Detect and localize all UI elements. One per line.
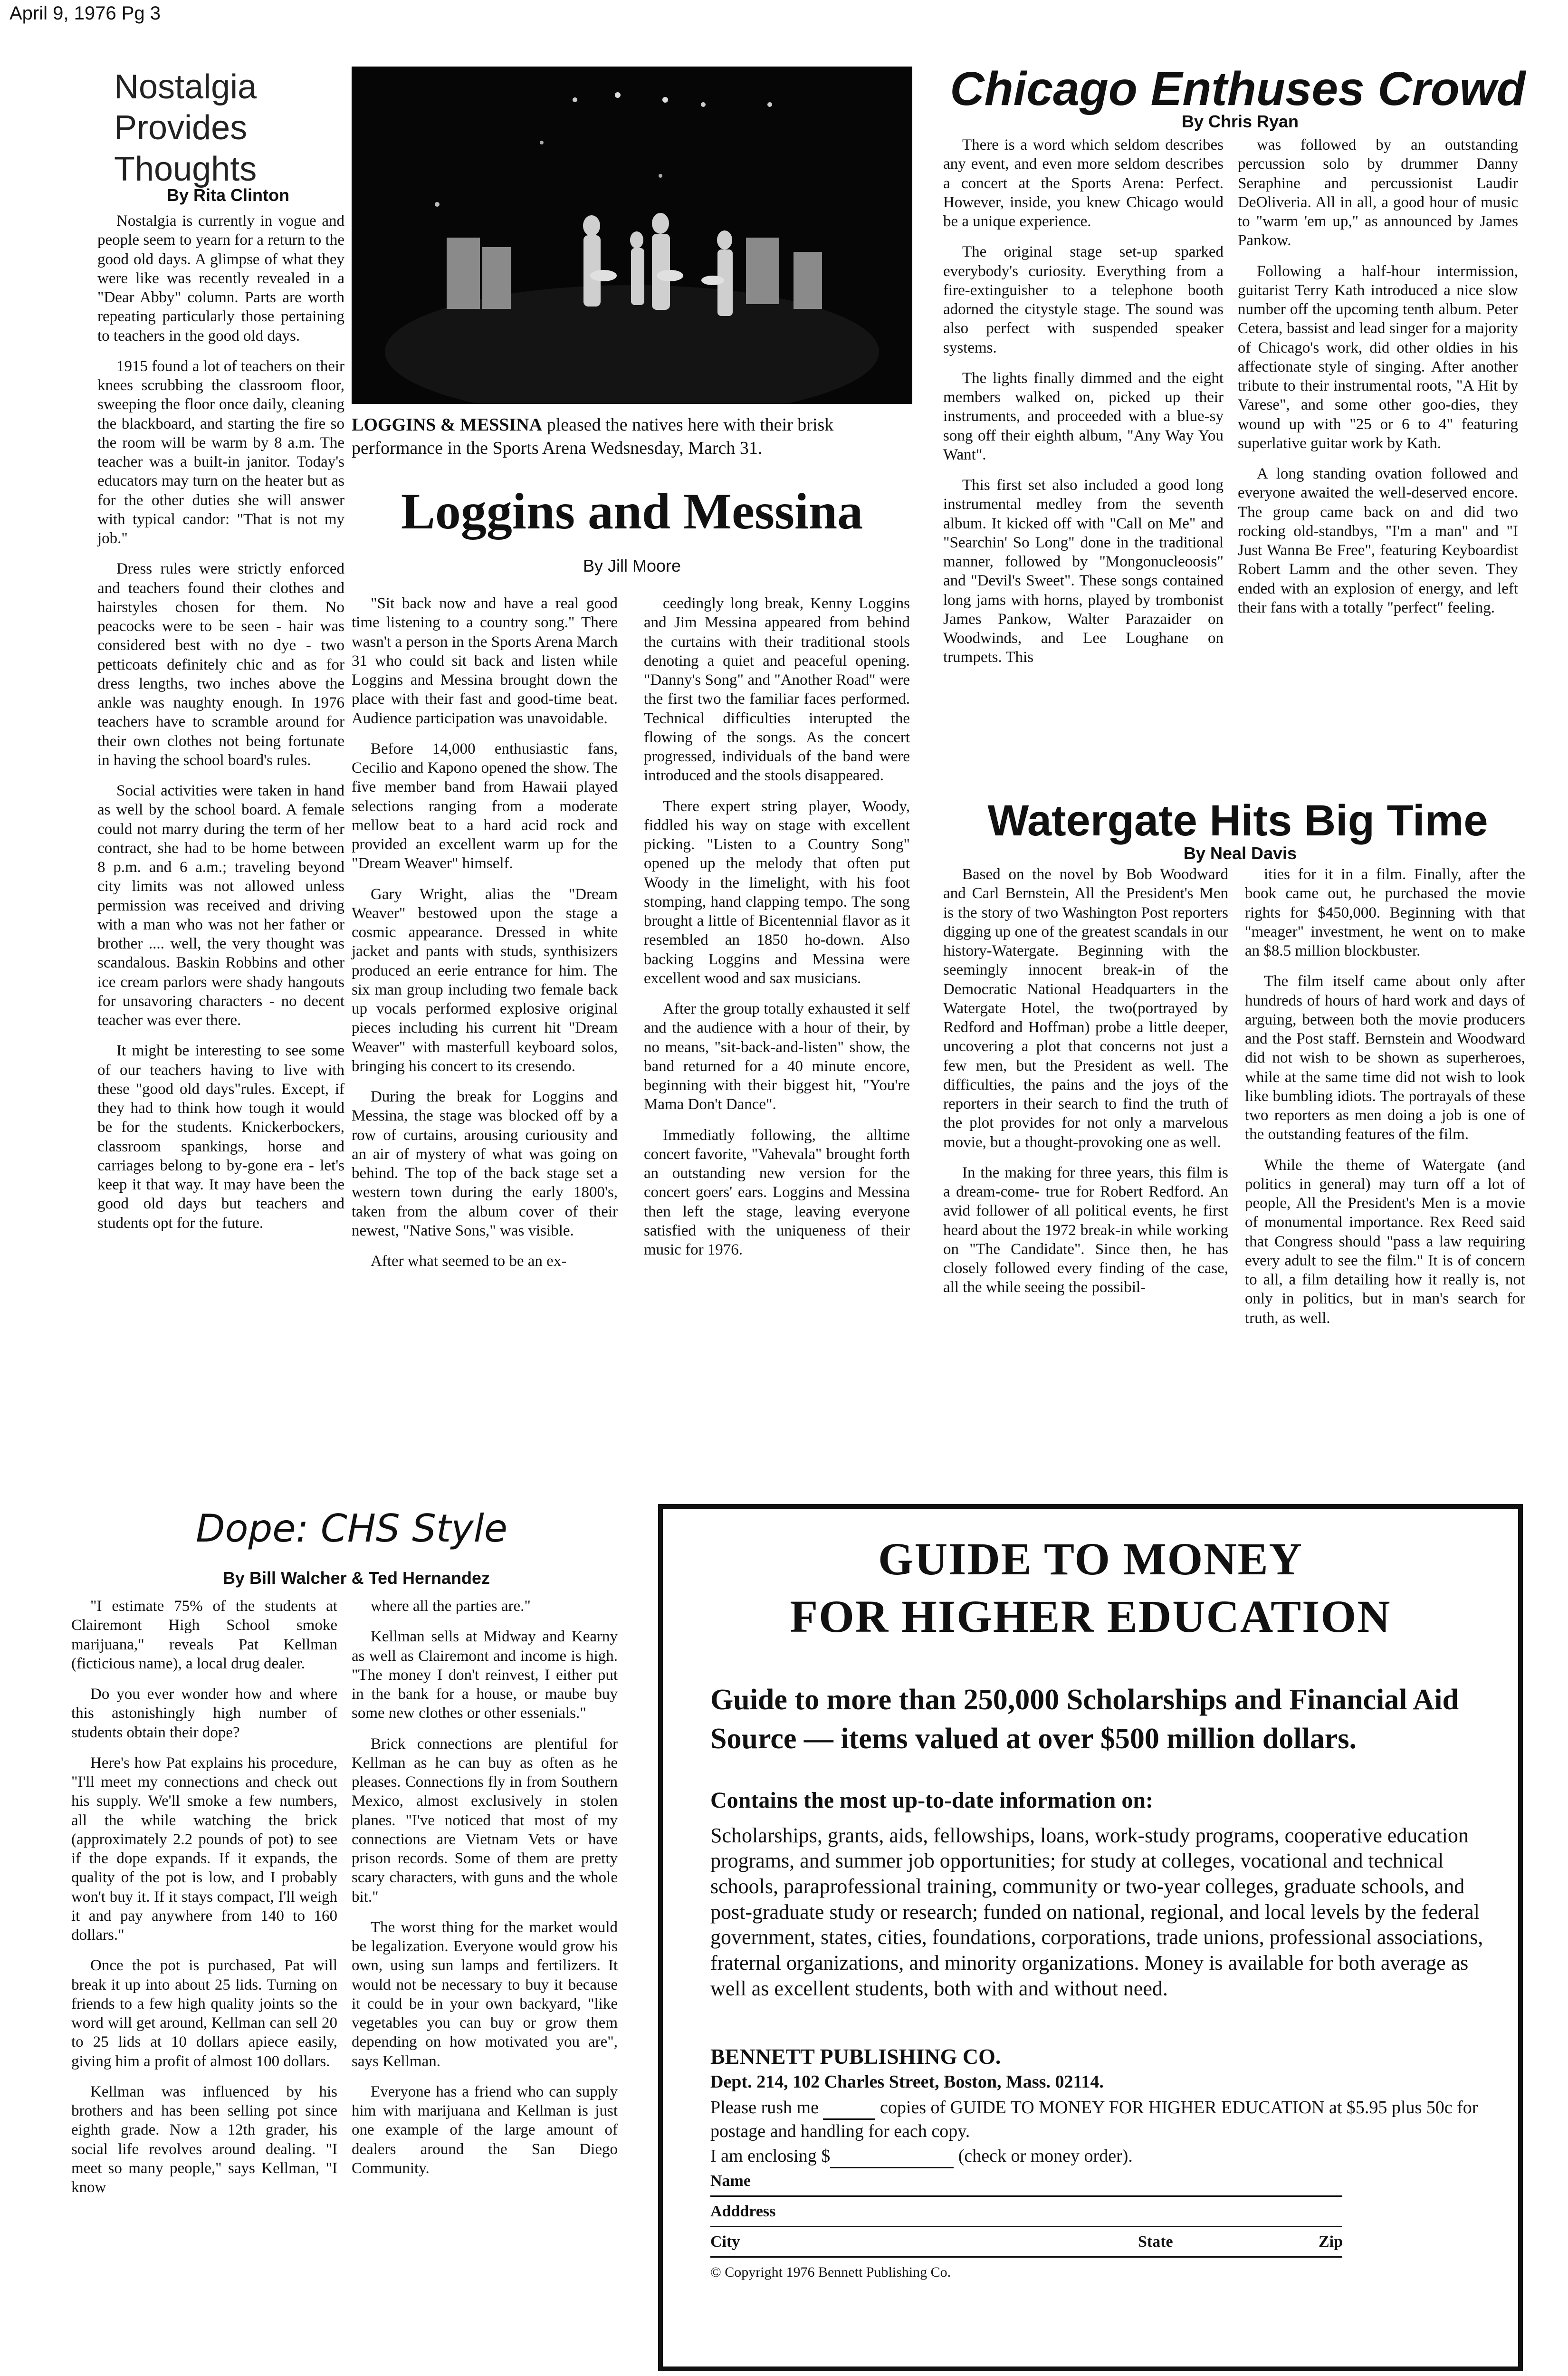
concert-photo	[352, 67, 912, 404]
dope-paragraph: Once the pot is purchased, Pat will break it up into about 25 lids. Turning on friends to a few high quality joints so the word will get around, Kellman can sell 20 to 25 lids at 10 dollars apiece easily, giving him a profit of almost 100 dollars.	[71, 1957, 337, 2070]
dope-paragraph: Here's how Pat explains his procedure, "I'll meet my connections and check out his supply. We'll smoke a few numbers, all the while watching the brick (approximately 2.2 pounds of pot) to see if the dope expands. If it expands, the quality of the pot is low, and I probably won't buy it. If it stays compact, I'll weigh it and pay anywhere from 140 to 160 dollars."	[71, 1754, 337, 1944]
loggins-paragraph: Immediatly following, the alltime concert favorite, "Vahevala" brought forth an outstanding new version for the concert goers' ears. Loggins and Messina then left the stage, leaving everyone satisfied with the uniqueness of their music for 1976.	[644, 1126, 910, 1258]
city-field-line	[710, 2256, 1342, 2258]
nostalgia-column	[97, 211, 344, 1244]
ad-title-line-2: FOR HIGHER EDUCATION	[790, 1591, 1391, 1642]
chicago-byline: By Chris Ryan	[1181, 112, 1299, 131]
chicago-paragraph: Following a half-hour intermission, guitarist Terry Kath introduced a nice slow number off the upcoming tenth album. Peter Cetera, bassist and lead singer for a majority of Chicago's work, did other oldies in his affectionate style of singing. After another tribute to their instrumental roots, "A Hit by Varese", and some other goo-dies, they wound up with "25 or 6 to 4" featuring superlative guitar work by Kath.	[1238, 262, 1518, 452]
ad-company: BENNETT PUBLISHING CO.	[710, 2044, 1001, 2069]
ad-enclose-text-b: (check or money order).	[958, 2146, 1133, 2166]
loggins-column-2	[644, 594, 910, 1271]
ad-order-text-a: Please rush me	[710, 2098, 819, 2118]
watergate-column-1	[943, 865, 1228, 1309]
chicago-paragraph: This first set also included a good long instrumental medley from the seventh album. It kicked off with "Call on Me" and "Searchin' So Long" done in the traditional manner, followed by "Mongonucleoosis" and "Devil's Sweet". These songs contained long jams with horns, played by trombonist James Pankow, Walter Parazaider on Woodwinds, and Lee Loughane on trumpets. This	[943, 477, 1224, 666]
dope-paragraph: where all the parties are."	[371, 1598, 531, 1615]
address-field-line	[710, 2226, 1342, 2227]
watergate-paragraph: While the theme of Watergate (and politics in general) may turn off a lot of people, All the President's Men is a movie of monumental importance. Rex Reed said that Congress should "pass a law requiring every adult to see the film." It is of concern to all, a film detailing how it really is, not only in politics, but in man's search for truth, as well.	[1245, 1156, 1525, 1327]
state-field-label: State	[1138, 2232, 1173, 2251]
ad-order-text-b: copies of GUIDE TO MONEY FOR HIGHER EDUCATION at $5.95 plus 50c for postage and handling for each copy.	[710, 2098, 1478, 2141]
dope-headline: Dope: CHS Style	[195, 1506, 508, 1551]
watergate-byline: By Neal Davis	[1183, 843, 1297, 863]
name-field-line	[710, 2195, 1342, 2197]
name-field[interactable]	[710, 2172, 1494, 2199]
loggins-column-1	[352, 594, 618, 1282]
watergate-paragraph: The film itself came about only after hundreds of hours of hard work and days of arguing, between both the movie producers and the Post staff. Bernstein and Woodward did not wish to be shown as superheroes, while at the same time did not wish to look like bumbling idiots. The portrayals of these two reporters as men doing a job is one of the outstanding features of the film.	[1245, 973, 1525, 1143]
nostalgia-paragraph: Social activities were taken in hand as well by the school board. A female could not marry during the term of her contract, she had to be home between 8 p.m. and 6 a.m.; traveling beyond city limits was not allowed unless permission was received and driving with a man who was not her father or brother .... well, the very thought was scandalous. Baskin Robbins and other ice cream parlors were shady hangouts for unsavoring characters - no decent teacher was ever there.	[97, 782, 344, 1029]
loggins-paragraph: After the group totally exhausted it self and the audience with a hour of their, by no means, "sit-back-and-listen" show, the band returned for a 40 minute encore, beginning with their biggest hit, "You're Mama Don't Dance".	[644, 1000, 910, 1113]
dope-paragraph: Everyone has a friend who can supply him with marijuana and Kellman is just one example of the large amount of dealers around the San Diego Community.	[352, 2083, 618, 2177]
amount-blank[interactable]	[830, 2143, 954, 2168]
watergate-paragraph: ities for it in a film. Finally, after the book came out, he purchased the movie rights for $450,000. Beginning with that "meager" investment, he went on to make an $8.5 million blockbuster.	[1245, 866, 1525, 959]
dope-paragraph: Kellman was influenced by his brothers and has been selling pot since eighth grade. Now a 12th grader, his social life revolves around dealing. "I meet so many people," says Kellman, "I know	[71, 2083, 337, 2196]
name-field-label: Name	[710, 2172, 751, 2190]
dope-paragraph: Kellman sells at Midway and Kearny as well as Clairemont and income is high. "The money I don't reinvest, I either put in the bank for a house, or maube buy some new clothes or other essenials."	[352, 1628, 618, 1722]
chicago-headline: Chicago Enthuses Crowd	[950, 62, 1526, 115]
nostalgia-paragraph: Nostalgia is currently in vogue and people seem to yearn for a return to the good old days. A glimpse of what they were like was recently revealed in a "Dear Abby" column. Parts are worth repeating particularly those pertaining to teachers in the good old days.	[97, 212, 344, 345]
nostalgia-headline-line: Thoughts	[114, 150, 257, 188]
ad-enclose-text-a: I am enclosing $	[710, 2146, 831, 2166]
copies-blank[interactable]	[823, 2095, 875, 2119]
nostalgia-headline-line: Nostalgia	[114, 68, 257, 106]
page-header: April 9, 1976 Pg 3	[10, 3, 161, 24]
dope-byline: By Bill Walcher & Ted Hernandez	[222, 1568, 490, 1588]
watergate-headline: Watergate Hits Big Time	[987, 796, 1488, 845]
guide-to-money-ad	[658, 1504, 1523, 2371]
chicago-paragraph: The lights finally dimmed and the eight members walked on, picked up their instruments, and proceeded with a blue-sy song off their eighth album, "Any Way You Want".	[943, 369, 1224, 463]
chicago-column-1	[943, 135, 1224, 679]
chicago-paragraph: A long standing ovation followed and everyone awaited the well-deserved encore. The group came back on and did two rocking old-standbys, "I'm a man" and "I Just Wanna Be Free", featuring Keyboardist Robert Lamm and the other seven. They ended with an explosion of energy, and left their fans with a totally "perfect" feeling.	[1238, 465, 1518, 616]
watergate-paragraph: Based on the novel by Bob Woodward and Carl Bernstein, All the President's Men is the story of two Washington Post reporters digging up one of the greatest scandals in our history-Watergate. Beginning with the seemingly innocent break-in of the Democratic National Headquarters in the Watergate Hotel, the two(portrayed by Redford and Hoffman) probe a little deeper, uncovering a plot that concerns not just a few men, but the President as well. The difficulties, the pains and the joys of the reporters in their search to find the truth of the plot provides for not only a marvelous movie, but a thought-provoking one as well.	[943, 866, 1228, 1151]
ad-address: Dept. 214, 102 Charles Street, Boston, Mass. 02114.	[710, 2072, 1104, 2092]
loggins-paragraph: "Sit back now and have a real good time listening to a country song." There wasn't a person in the Sports Arena March 31 who could sit back and listen while Loggins and Messina brought down the place with their fast and good-time beat. Audience participation was unavoidable.	[352, 595, 618, 727]
photo-caption	[352, 413, 912, 460]
loggins-paragraph: During the break for Loggins and Messina, the stage was blocked off by a row of curtains, arousing curiousity and an air of mystery of what was going on behind. The top of the back stage set a western town during the early 1800's, taken from the album cover of their newest, "Native Sons," was visible.	[352, 1088, 618, 1239]
city-field-label: City	[710, 2232, 740, 2251]
chicago-paragraph: There is a word which seldom describes any event, and even more seldom describes a concert at the Sports Arena: Perfect. However, inside, you knew Chicago would be a unique experience.	[943, 136, 1224, 230]
loggins-paragraph: Before 14,000 enthusiastic fans, Cecilio and Kapono opened the show. The five member band from Hawaii played selections ranging from a moderate mellow beat to a hard acid rock and provided an excellent warm up for the "Dream Weaver" himself.	[352, 740, 618, 872]
address-field-label: Adddress	[710, 2202, 776, 2220]
ad-body: Scholarships, grants, aids, fellowships, loans, work-study programs, cooperative education programs, and summer job opportunities; for study at colleges, vocational and technical schools, paraprofessional training, community or two-year colleges, graduate schools, and post-graduate study or research; funded on national, regional, and local levels by the federal government, states, cities, foundations, corporations, trade unions, professional associations, fraternal organizations, and minority organizations. Money is available for both average as well as excellent students, both with and without need.	[710, 1823, 1483, 2000]
loggins-paragraph: Gary Wright, alias the "Dream Weaver" bestowed upon the stage a cosmic appearance. Dressed in white jacket and pants with studs, synthisizers produced an eerie entrance for him. The six man group including two female back up vocals performed explosive original pieces including his current hit "Dream Weaver" with masterfull keyboard solos, bringing his concert to its cresendo.	[352, 885, 618, 1075]
nostalgia-paragraph: 1915 found a lot of teachers on their knees scrubbing the classroom floor, sweeping the floor once daily, cleaning the blackboard, and starting the fire so the room will be warm by 8 a.m. The teacher was a built-in janitor. Today's educators may turn on the heater but as for the other duties she will answer with typical candor: "That is not my job."	[97, 357, 344, 547]
ad-order-text	[710, 2095, 1494, 2168]
nostalgia-headline	[114, 67, 314, 190]
dope-paragraph: Do you ever wonder how and where this astonishingly high number of students obtain their dope?	[71, 1686, 337, 1741]
ad-lead: Guide to more than 250,000 Scholarships and Financial Aid Source — items valued at over $500 million dollars.	[710, 1684, 1459, 1755]
loggins-paragraph: ceedingly long break, Kenny Loggins and Jim Messina appeared from behind the curtains with their traditional stools denoting a quiet and peaceful opening. "Danny's Song" and "Another Road" were the first two the familiar faces performed. Technical difficulties interupted the flowing of the songs. As the concert progressed, individuals of the band were introduced and the stools disappeared.	[644, 595, 910, 785]
concert-photo-image	[352, 67, 912, 404]
chicago-paragraph: The original stage set-up sparked everybody's curiosity. Everything from a fire-extinguisher to a telephone booth adorned the citystyle stage. The sound was also perfect with suspended speaker systems.	[943, 243, 1224, 356]
nostalgia-paragraph: It might be interesting to see some of our teachers having to live with these "good old days"rules. Except, if they had to think how tough it would be for the students. Knickerbockers, classroom spankings, horse and carriages belong to by-gone era - let's keep it that way. It may have been the good old days but teachers and students opt for the future.	[97, 1042, 344, 1232]
dope-paragraph: The worst thing for the market would be legalization. Everyone would grow his own, using sun lamps and fertilizers. It would not be necessary to buy it because it could be in your own backyard, "like vegetables you can buy or grow them depending on how motivated you are", says Kellman.	[352, 1918, 618, 2070]
dope-column-1	[71, 1597, 337, 2208]
chicago-paragraph: was followed by an outstanding percussion solo by drummer Danny Seraphine and percussionist Laudir DeOliveria. All in all, a good hour of music to "warm 'em up," as announced by James Pankow.	[1238, 136, 1518, 249]
watergate-paragraph: In the making for three years, this film is a dream-come- true for Robert Redford. An avid follower of all political events, he first heard about the 1972 break-in while working on "The Candidate". Since then, he has closely followed every finding of the case, all the while seeing the possibil-	[943, 1164, 1228, 1296]
loggins-byline: By Jill Moore	[583, 556, 681, 575]
nostalgia-paragraph: Dress rules were strictly enforced and teachers found their clothes and hairstyles chosen for them. No peacocks were to be seen - hair was considered best with no dye - two petticoats definitely chic and as for dress lengths, two inches above the ankle was naughty enough. In 1976 teachers have to scramble around for their own clothes not being fortunate in having the school board's rules.	[97, 560, 344, 769]
ad-copyright: © Copyright 1976 Bennett Publishing Co.	[710, 2264, 951, 2280]
loggins-paragraph: There expert string player, Woody, fiddled his way on stage with excellent picking. "Listen to a Country Song" opened up the melody that often put Woody in the limelight, with his foot stomping, hand clapping tempo. The song brought a little of Bicentennial flavor as it resembled an 1850 ho-down. Also backing Loggins and Messina were excellent wood and sax musicians.	[644, 797, 910, 987]
dope-paragraph: "I estimate 75% of the students at Clairemont High School smoke marijuana," reveals Pat Kellman (ficticious name), a local drug dealer.	[71, 1598, 337, 1672]
dope-column-2	[352, 1597, 618, 2189]
dope-paragraph: Brick connections are plentiful for Kellman as he can buy as often as he pleases. Connections fly in from Southern Mexico, almost exclusively in stolen planes. "I've noticed that most of my connections are Vietnam Vets or have prison records. Some of them are pretty scary characters, with guns and the whole bit."	[352, 1735, 618, 1906]
watergate-column-2	[1245, 865, 1525, 1339]
nostalgia-byline: By Rita Clinton	[167, 185, 289, 205]
ad-contains-heading: Contains the most up-to-date information on:	[710, 1787, 1154, 1813]
ad-title-line-1: GUIDE TO MONEY	[878, 1533, 1303, 1584]
chicago-column-2	[1238, 135, 1518, 629]
photo-caption-text: pleased the natives here with their brisk performance in the Sports Arena Wedsnesday, March 31.	[352, 415, 834, 458]
zip-field-label: Zip	[1319, 2232, 1343, 2251]
loggins-headline: Loggins and Messina	[401, 483, 863, 540]
photo-caption-lead: LOGGINS & MESSINA	[352, 415, 543, 435]
loggins-paragraph: After what seemed to be an ex-	[371, 1253, 567, 1270]
address-field[interactable]	[710, 2203, 1494, 2229]
nostalgia-headline-line: Provides	[114, 109, 248, 147]
city-state-zip-field[interactable]	[710, 2233, 1494, 2260]
